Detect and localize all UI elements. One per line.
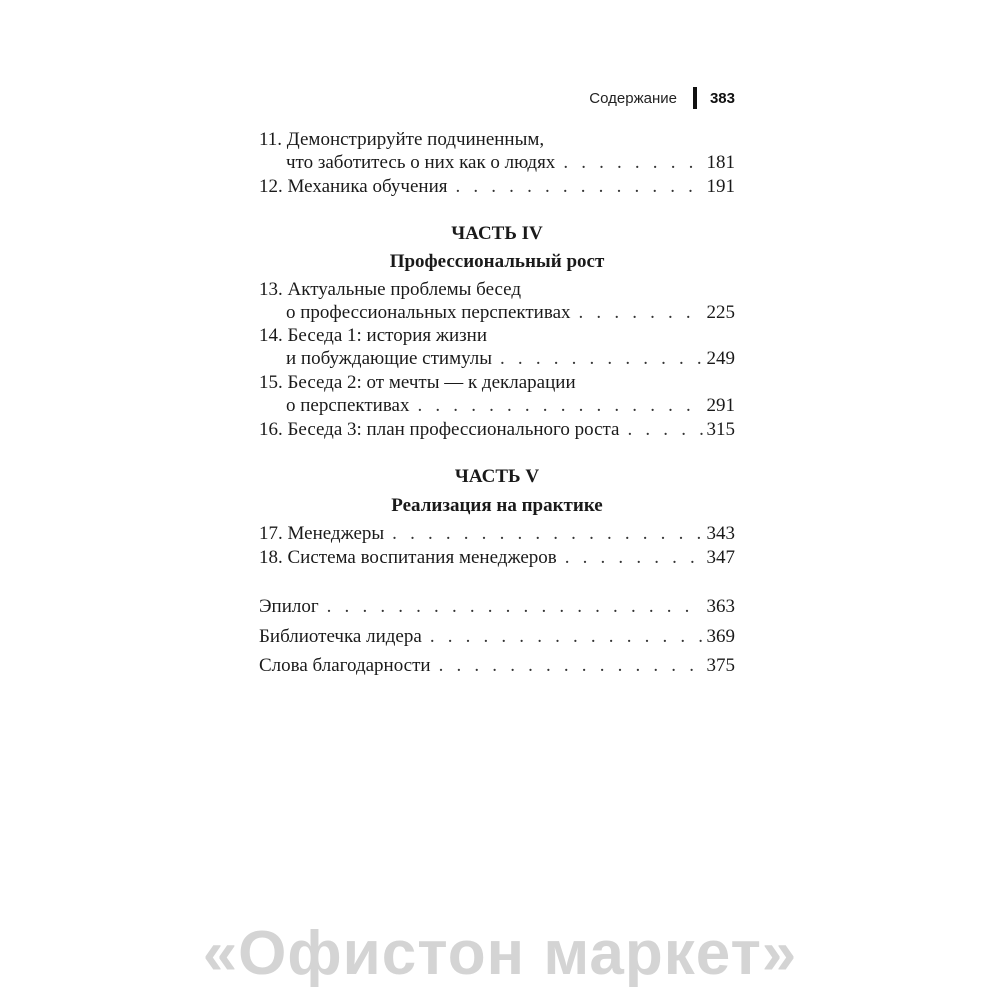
toc-entry-page: 347 bbox=[706, 547, 735, 568]
part-4-title: Профессиональный рост bbox=[389, 251, 605, 272]
toc-entry-title: 15. Беседа 2: от мечты — к декларации bbox=[259, 372, 576, 393]
toc-entry-page: 291 bbox=[706, 395, 735, 416]
toc-entry-11[interactable] bbox=[259, 128, 735, 174]
toc-entry-page: 225 bbox=[706, 302, 735, 323]
toc-entry-title: Библиотечка лидера bbox=[259, 626, 422, 647]
toc-entry-title: 13. Актуальные проблемы бесед bbox=[259, 279, 522, 300]
toc-entry-title-continued: что заботитесь о них как о людях bbox=[286, 152, 556, 173]
toc-entry-page: 375 bbox=[706, 655, 735, 676]
toc-entry-title: 14. Беседа 1: история жизни bbox=[259, 325, 487, 346]
dot-leader bbox=[565, 546, 703, 569]
dot-leader bbox=[455, 175, 702, 198]
part-5-title: Реализация на практике bbox=[391, 495, 603, 516]
dot-leader bbox=[563, 151, 702, 174]
toc-entry-title-continued: о перспективах bbox=[286, 395, 410, 416]
toc-entry-title: Эпилог bbox=[259, 596, 319, 617]
dot-leader bbox=[418, 394, 703, 417]
toc-entry-title-continued: и побуждающие стимулы bbox=[286, 348, 493, 369]
toc-entry-12[interactable] bbox=[259, 175, 735, 198]
toc-entry-title: 18. Система воспитания менеджеров bbox=[259, 547, 557, 568]
toc-entry-title-continued: о профессиональных перспективах bbox=[286, 302, 571, 323]
toc-entry-acknowledgements[interactable] bbox=[259, 654, 735, 677]
toc-entry-15[interactable] bbox=[259, 371, 735, 417]
toc-entry-title: 11. Демонстрируйте подчиненным, bbox=[259, 129, 545, 150]
part-5-label: ЧАСТЬ V bbox=[454, 466, 540, 487]
toc-entry-17[interactable] bbox=[259, 522, 735, 545]
watermark: «Офистон маркет» bbox=[202, 919, 798, 988]
dot-leader bbox=[439, 654, 703, 677]
toc-entry-title: 12. Механика обучения bbox=[259, 176, 448, 197]
running-head bbox=[589, 86, 735, 110]
toc-entry-16[interactable] bbox=[259, 418, 735, 441]
toc-entry-title: 17. Менеджеры bbox=[259, 523, 385, 544]
running-head-page-number: 383 bbox=[709, 89, 735, 107]
toc-entry-page: 181 bbox=[706, 152, 735, 173]
toc-entry-title: 16. Беседа 3: план профессионального роста bbox=[259, 419, 620, 440]
dot-leader bbox=[327, 595, 703, 618]
dot-leader bbox=[392, 522, 702, 545]
dot-leader bbox=[500, 347, 702, 370]
toc-entry-13[interactable] bbox=[259, 278, 735, 324]
toc-page bbox=[259, 0, 735, 1000]
toc-entry-page: 343 bbox=[706, 523, 735, 544]
toc-entry-14[interactable] bbox=[259, 324, 735, 370]
toc-entry-epilogue[interactable] bbox=[259, 595, 735, 618]
dot-leader bbox=[430, 625, 703, 648]
toc-entry-page: 315 bbox=[706, 419, 735, 440]
toc-entry-title: Слова благодарности bbox=[259, 655, 431, 676]
dot-leader bbox=[628, 418, 703, 441]
toc-entry-18[interactable] bbox=[259, 546, 735, 569]
dot-leader bbox=[579, 301, 703, 324]
toc-entry-page: 363 bbox=[706, 596, 735, 617]
running-head-divider bbox=[693, 87, 697, 109]
part-4-label: ЧАСТЬ IV bbox=[451, 223, 543, 244]
toc-entry-library[interactable] bbox=[259, 625, 735, 648]
toc-entry-page: 249 bbox=[706, 348, 735, 369]
running-head-section: Содержание bbox=[589, 89, 677, 107]
toc-entry-page: 191 bbox=[706, 176, 735, 197]
toc-entry-page: 369 bbox=[706, 626, 735, 647]
